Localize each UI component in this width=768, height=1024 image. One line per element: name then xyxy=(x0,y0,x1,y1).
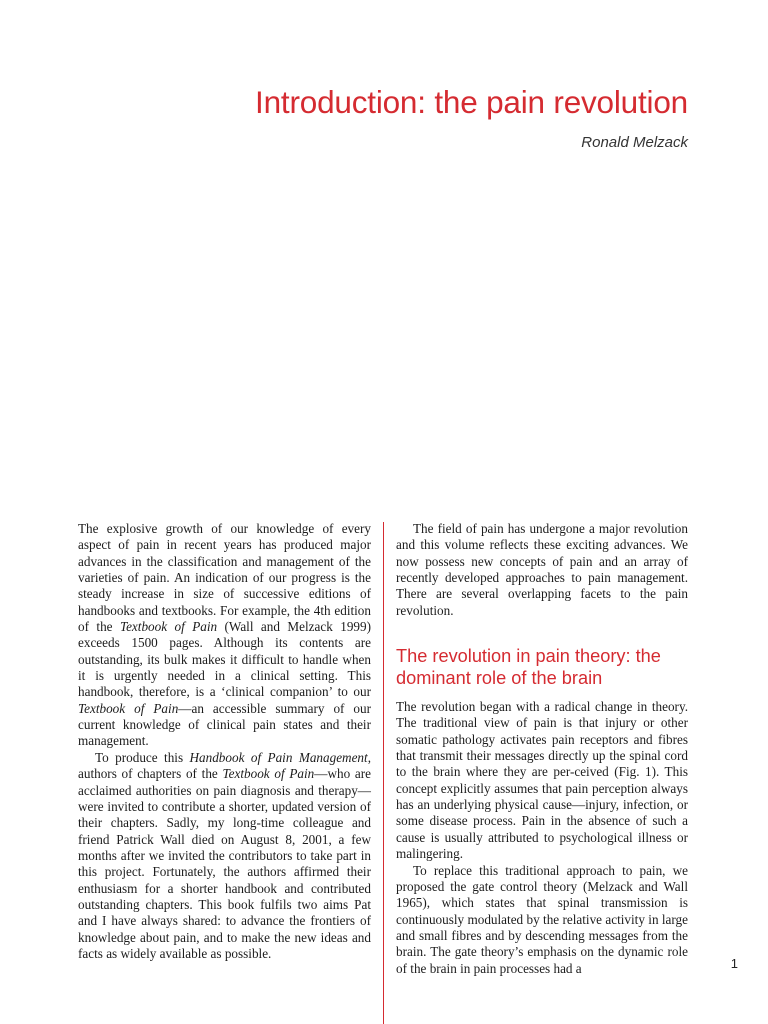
book-title: Textbook of Pain xyxy=(222,766,315,782)
chapter-title: Introduction: the pain revolution xyxy=(255,84,688,120)
book-title: Textbook of Pain xyxy=(78,700,179,716)
left-column xyxy=(78,521,371,962)
paragraph: The revolution began with a radical change in theory. The traditional view of pain is that injury or other somatic pathology activates pain receptors and fibres that transmit their messages directly up the spinal cord to the brain where they are per-ceived (Fig. 1). This concept explicitly assumes that pain perception always has an underlying physical cause—injury, infection, or some disease process. Pain in the absence of such a cause is usually attributed to psychological illness or malingering. xyxy=(396,699,688,862)
right-column xyxy=(396,521,688,977)
paragraph: The field of pain has undergone a major revolution and this volume reflects these exciting advances. We now possess new concepts of pain and an array of recently developed approaches to pain management. There are several overlapping facets to the pain revolution. xyxy=(396,521,688,618)
book-title: Handbook of Pain Management xyxy=(189,749,368,765)
author-name: Ronald Melzack xyxy=(581,134,688,151)
paragraph: The explosive growth of our knowledge of every aspect of pain in recent years has produced major advances in the classification and management of the varieties of pain. An indication of our progress is the steady increase in size of successive editions of handbooks and textbooks. For example, the 4th edition of the Textbook of Pain (Wall and Melzack 1999) exceeds 1500 pages. Although its contents are outstanding, its bulk makes it difficult to handle when it is urgently needed in a clinical setting. This handbook, therefore, is a ‘clinical companion’ to our Textbook of Pain—an accessible summary of our current knowledge of clinical pain states and their management. xyxy=(78,521,372,749)
paragraph: To produce this Handbook of Pain Management, authors of chapters of the Textbook of Pain—who are acclaimed authorities on pain diagnosis and therapy—were invited to contribute a shorter, updated version of their chapters. Sadly, my long-time colleague and friend Patrick Wall died on August 8, 2001, a few months after we invited the contributors to take part in this project. Fortunately, the authors affirmed their enthusiasm for a shorter handbook and contributed outstanding chapters. This book fulfils two aims Pat and I have always shared: to advance the frontiers of knowledge about pain, and to make the new ideas and facts as widely available as possible. xyxy=(78,749,372,961)
book-title: Textbook of Pain xyxy=(119,619,218,635)
page-number: 1 xyxy=(730,956,738,971)
paragraph: To replace this traditional approach to pain, we proposed the gate control theory (Melzack and Wall 1965), which states that spinal transmission is continuously modulated by the relative activity in large and small fibres and by descending messages from the brain. The gate theory’s emphasis on the dynamic role of the brain in pain processes had a xyxy=(396,862,688,976)
section-heading: The revolution in pain theory: the dominant role of the brain xyxy=(396,646,661,689)
column-divider xyxy=(383,522,384,1024)
